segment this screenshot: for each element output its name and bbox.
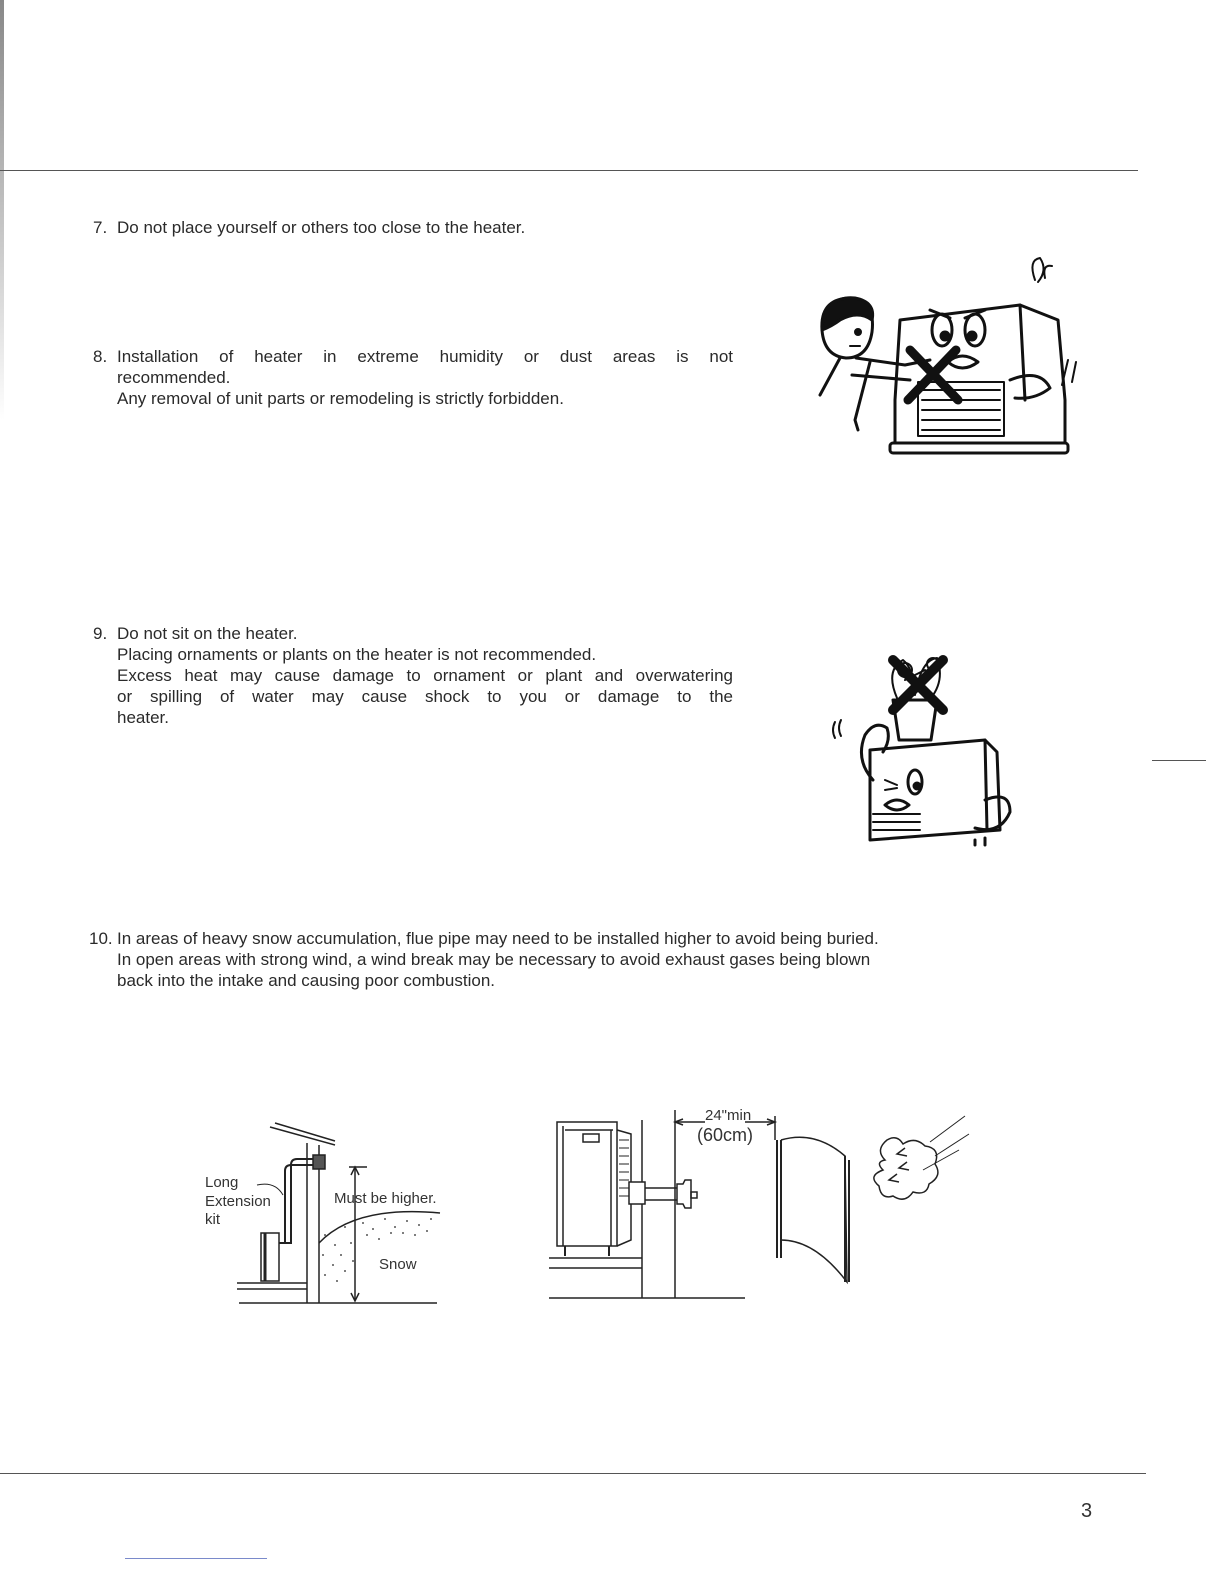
item-line: In open areas with strong wind, a wind break may be necessary to avoid exhaust gases being blown [117, 950, 871, 969]
item-line: or spilling of water may cause shock to you or damage to the [117, 687, 733, 706]
label-extension: Extension [205, 1193, 271, 1210]
heater-too-close-illustration [810, 250, 1080, 460]
item-7 [93, 217, 737, 238]
label-must-be-higher: Must be higher. [334, 1190, 437, 1207]
plant-on-heater-illustration [825, 640, 1025, 850]
label-60cm: (60cm) [697, 1125, 754, 1145]
item-line: Placing ornaments or plants on the heater is not recommended. [117, 645, 597, 664]
item-line: recommended. [117, 368, 231, 387]
scan-edge-shadow [0, 0, 4, 420]
item-line: Any removal of unit parts or remodeling is strictly forbidden. [117, 389, 564, 408]
label-kit: kit [205, 1211, 220, 1228]
bottom-edge-mark [125, 1558, 267, 1559]
item-line: Installation of heater in extreme humidity or dust areas is not [117, 347, 733, 366]
item-line: heater. [117, 708, 169, 727]
item-line: Do not place yourself or others too close to the heater. [117, 218, 526, 237]
item-9 [93, 623, 733, 728]
item-10 [89, 928, 1027, 991]
right-edge-mark [1152, 760, 1206, 761]
item-number: 7. [93, 218, 108, 237]
item-line: Excess heat may cause damage to ornament or plant and overwatering [117, 666, 733, 685]
label-long: Long [205, 1174, 239, 1191]
item-number: 8. [93, 347, 108, 366]
page-number: 3 [1081, 1500, 1093, 1522]
item-line: back into the intake and causing poor combustion. [117, 971, 496, 990]
label-snow: Snow [379, 1256, 417, 1273]
wind-break-diagram [545, 1100, 985, 1310]
snow-extension-diagram [195, 1115, 475, 1315]
header-rule [0, 170, 1138, 171]
footer-rule [0, 1473, 1146, 1474]
item-number: 10. [89, 929, 113, 948]
item-number: 9. [93, 624, 108, 643]
item-line: Do not sit on the heater. [117, 624, 298, 643]
label-24-min: 24"min [705, 1107, 752, 1124]
item-line: In areas of heavy snow accumulation, flue pipe may need to be installed higher to avoid being buried. [117, 929, 879, 948]
item-8 [93, 346, 733, 409]
